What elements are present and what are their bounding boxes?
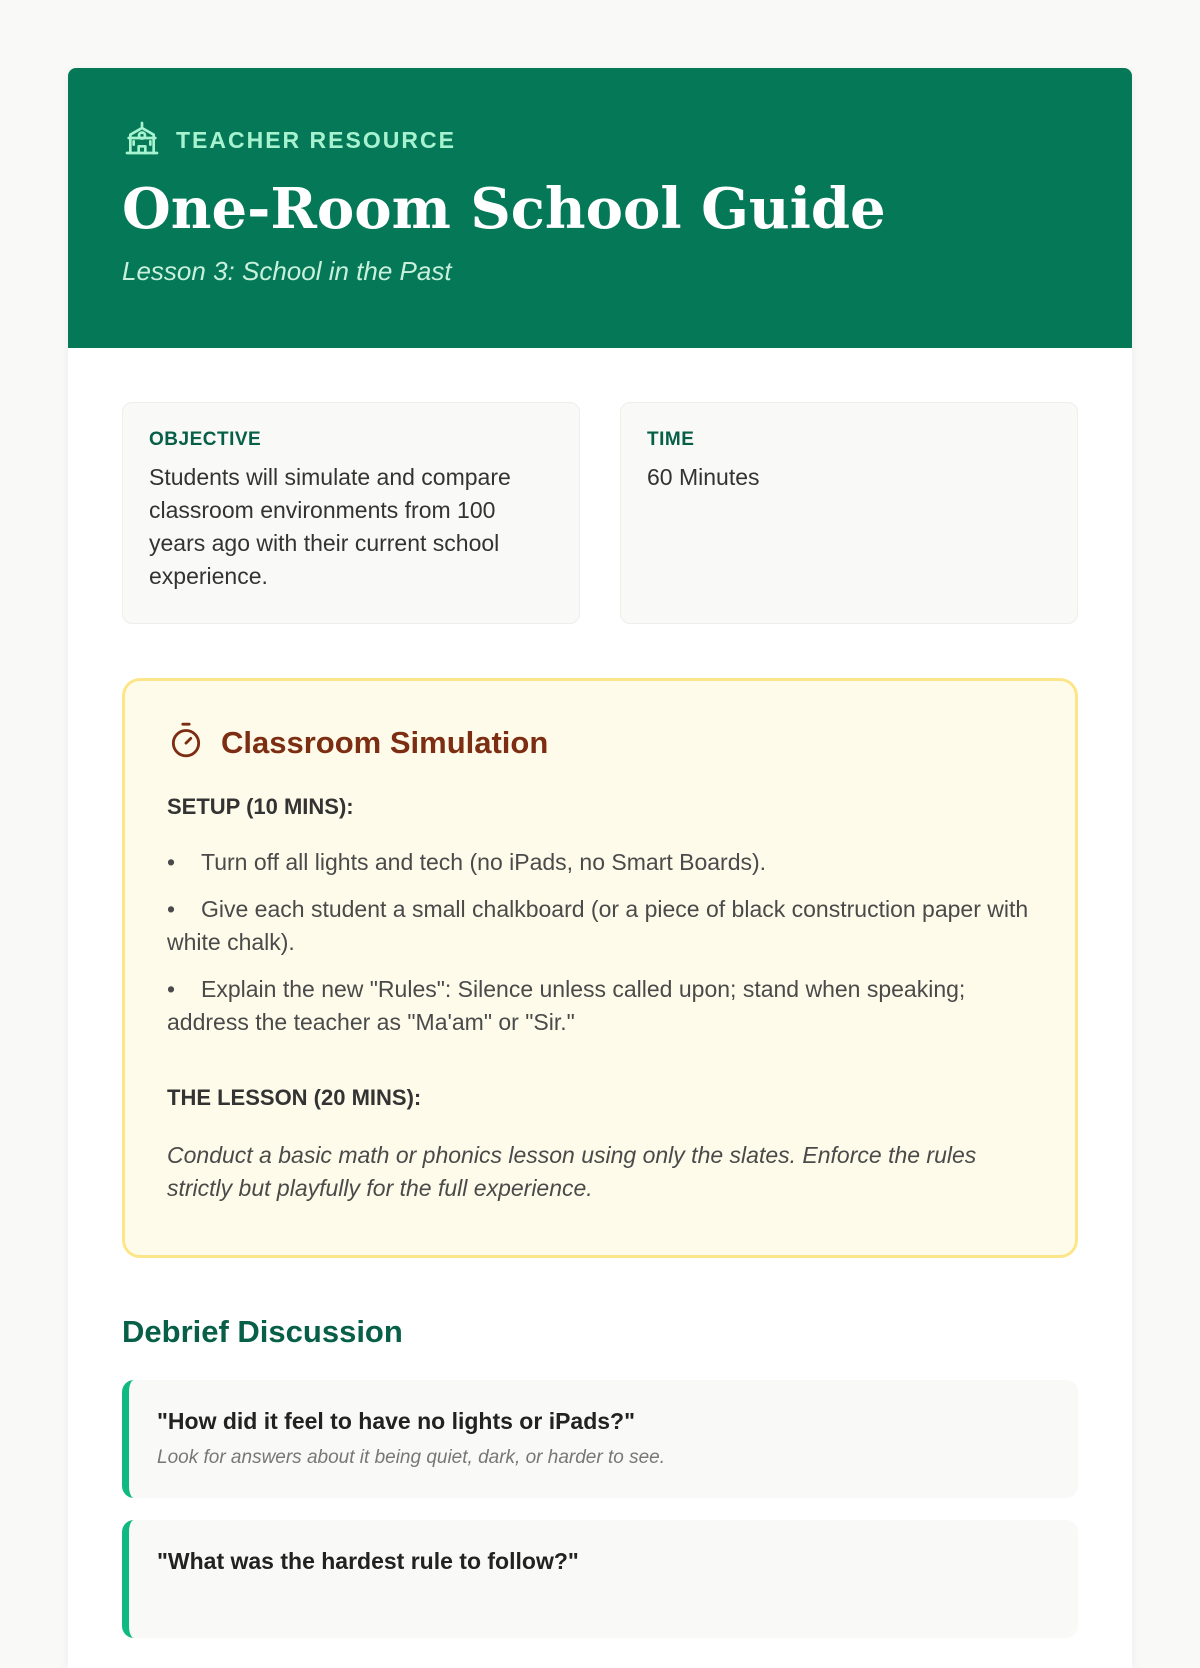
page-title: One-Room School Guide [122, 176, 886, 242]
school-building-icon [122, 118, 162, 163]
list-item: • Explain the new "Rules": Silence unless called upon; stand when speaking; address the teacher as "Ma'am" or "Sir." [167, 976, 966, 1035]
debrief-question [122, 1520, 1078, 1638]
question-text: "What was the hardest rule to follow?" [157, 1548, 579, 1574]
debrief-question [122, 1380, 1078, 1498]
simulation-header [167, 721, 1033, 764]
time-box [620, 402, 1078, 624]
question-hint: Look for answers about it being quiet, dark, or harder to see. [157, 1447, 666, 1468]
lesson-label: THE LESSON (20 MINS): [167, 1085, 422, 1110]
time-value: 60 Minutes [647, 464, 760, 490]
debrief-title: Debrief Discussion [122, 1314, 403, 1349]
page-subtitle: Lesson 3: School in the Past [122, 256, 452, 286]
objective-label: OBJECTIVE [149, 429, 262, 450]
lesson-text: Conduct a basic math or phonics lesson using only the slates. Enforce the rules strictly but playfully for the full experience. [167, 1142, 977, 1201]
time-label: TIME [647, 429, 695, 450]
eyebrow-label: TEACHER RESOURCE [176, 126, 456, 153]
eyebrow [122, 120, 1078, 160]
info-row [122, 402, 1078, 624]
setup-label: SETUP (10 MINS): [167, 794, 354, 819]
setup-list [167, 846, 1033, 1039]
guide-card [68, 68, 1132, 1668]
stopwatch-icon [167, 721, 205, 764]
list-item: • Turn off all lights and tech (no iPads, no Smart Boards). [167, 849, 767, 875]
guide-content [68, 348, 1132, 1638]
simulation-title: Classroom Simulation [221, 724, 549, 760]
list-item: • Give each student a small chalkboard (or a piece of black construction paper with white chalk). [167, 896, 1029, 955]
objective-text: Students will simulate and compare classroom environments from 100 years ago with their current school experience. [149, 464, 511, 589]
guide-header [68, 68, 1132, 348]
simulation-panel [122, 678, 1078, 1258]
question-text: "How did it feel to have no lights or iPads?" [157, 1408, 636, 1434]
objective-box [122, 402, 580, 624]
